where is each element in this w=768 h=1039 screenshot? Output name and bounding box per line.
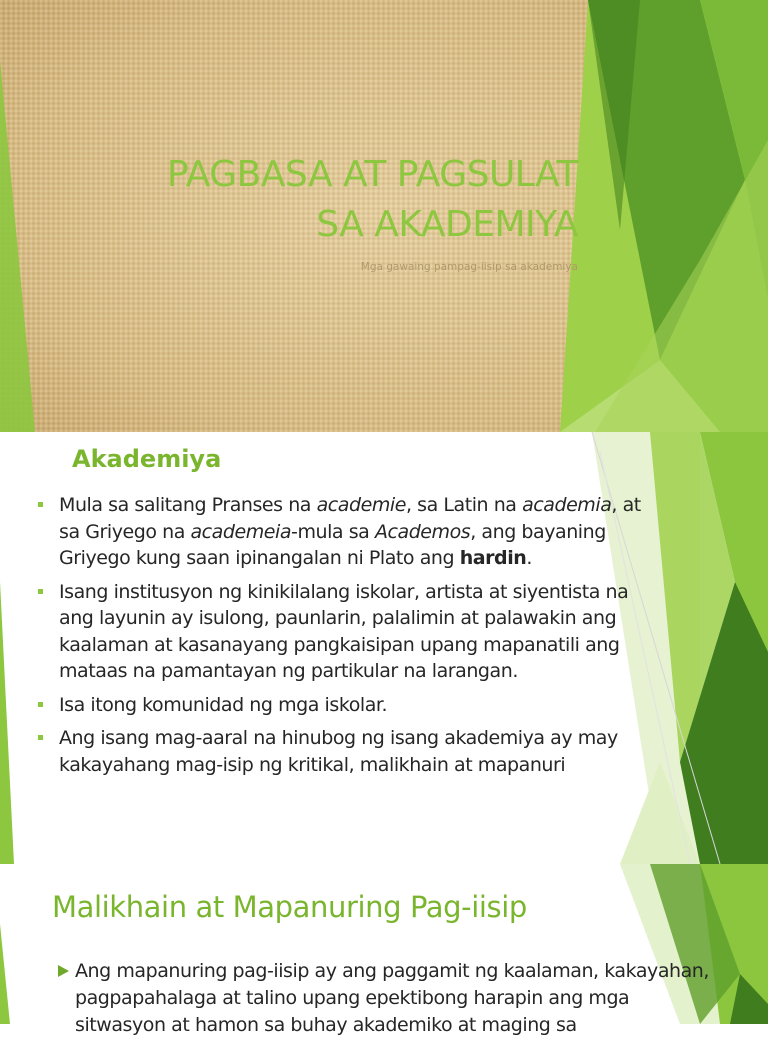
presentation-subtitle: Mga gawaing pampag-iisip sa akademiya (360, 261, 578, 273)
title-slide (0, 0, 768, 432)
presentation-title (167, 150, 578, 250)
square-bullet-icon (38, 702, 43, 707)
slide-title-malikhain: Malikhain at Mapanuring Pag-iisip (52, 890, 527, 924)
list-item: Ang mapanuring pag-iisip ay ang paggamit ng kaalaman, kakayahan, pagpapahalaga at talino upang epektibong harapin ang mga sitwasyon at hamon sa buhay akademiko at maging sa (58, 958, 718, 1039)
square-bullet-icon (38, 502, 43, 507)
slide-title-akademiya: Akademiya (72, 445, 222, 473)
akademiya-bullet-list (38, 492, 660, 785)
list-item: Mula sa salitang Pranses na academie, sa Latin na academia, at sa Griyego na academeia-mula sa Academos, ang bayaning Griyego kung saan ipinangalan ni Plato ang hardin. (38, 492, 660, 572)
list-item: Isang institusyon ng kinikilalang iskolar, artista at siyentista na ang layunin ay isulong, paunlarin, palalimin at palawakin ang kaalaman at kasanayang pangkaisipan upang mapanatili ang mataas na pamantayan ng partikular na larangan. (38, 579, 660, 685)
list-item: Ang isang mag-aaral na hinubog ng isang akademiya ay may kakayahang mag-isip ng kritikal, malikhain at mapanuri (38, 725, 660, 778)
list-item: Isa itong komunidad ng mga iskolar. (38, 692, 660, 719)
triangle-bullet-icon (58, 965, 69, 977)
malikhain-bullet-list (58, 958, 718, 1039)
title-line-2: SA AKADEMIYA (316, 204, 578, 245)
square-bullet-icon (38, 735, 43, 740)
title-line-1: PAGBASA AT PAGSULAT (166, 154, 578, 195)
square-bullet-icon (38, 589, 43, 594)
